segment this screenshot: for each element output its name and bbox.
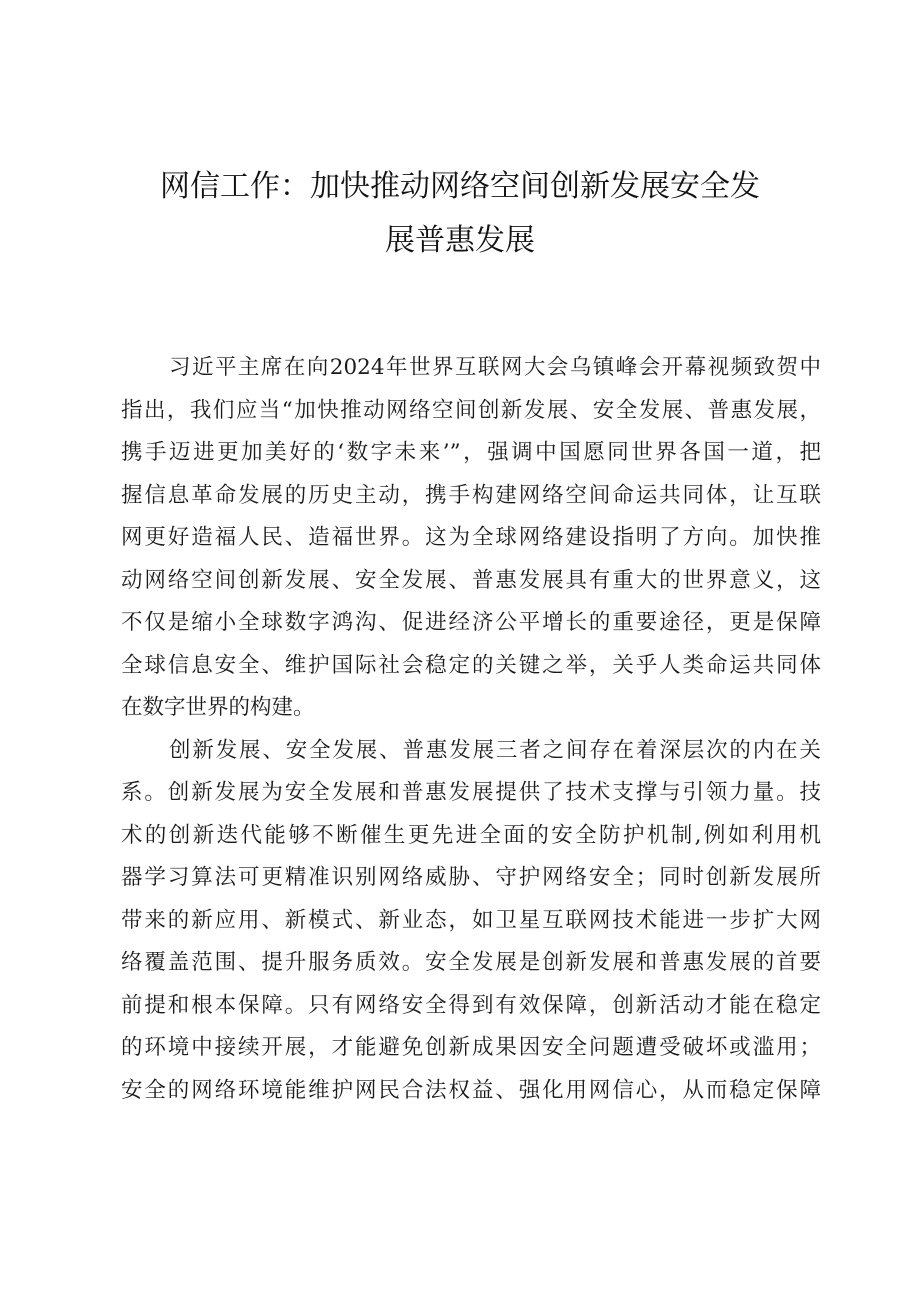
title-line-2: 展普惠发展 — [385, 223, 535, 258]
paragraph-line: 网更好造福人民、造福世界。这为全球网络建设指明了方向。加快推 — [121, 525, 821, 550]
paragraph-line: 安全的网络环境能维护网民合法权益、强化用网信心，从而稳定保障 — [121, 1077, 821, 1103]
paragraph-line: 前提和根本保障。只有网络安全得到有效保障，创新活动才能在稳定 — [121, 992, 821, 1018]
paragraph-line: 系。创新发展为安全发展和普惠发展提供了技术支撑与引领力量。技 — [121, 780, 821, 805]
paragraph-line: 带来的新应用、新模式、新业态，如卫星互联网技术能进一步扩大网 — [121, 907, 821, 933]
paragraph-1 — [121, 347, 821, 730]
paragraph-line: 握信息革命发展的历史主动，携手构建网络空间命运共同体，让互联 — [121, 482, 821, 508]
paragraph-line: 在数字世界的构建。 — [121, 695, 315, 720]
paragraph-2 — [121, 730, 821, 1113]
paragraph-line: 全球信息安全、维护国际社会稳定的关键之举，关乎人类命运共同体 — [121, 652, 821, 678]
paragraph-line: 指出，我们应当“加快推动网络空间创新发展、安全发展、普惠发展， — [121, 397, 821, 423]
paragraph-line: 习近平主席在向2024年世界互联网大会乌镇峰会开幕视频致贺中 — [169, 355, 821, 380]
title-line-1: 网信工作：加快推动网络空间创新发展安全发 — [160, 169, 760, 204]
paragraph-line: 术的创新迭代能够不断催生更先进全面的安全防护机制,例如利用机 — [121, 822, 821, 848]
paragraph-line: 络覆盖范围、提升服务质效。安全发展是创新发展和普惠发展的首要 — [121, 950, 821, 975]
document-body — [121, 347, 821, 1112]
paragraph-line: 动网络空间创新发展、安全发展、普惠发展具有重大的世界意义，这 — [121, 567, 821, 593]
paragraph-line: 不仅是缩小全球数字鸿沟、促进经济公平增长的重要途径，更是保障 — [121, 610, 821, 635]
paragraph-line: 器学习算法可更精准识别网络威胁、守护网络安全；同时创新发展所 — [121, 865, 821, 890]
paragraph-line: 携手迈进更加美好的‘数字未来’”，强调中国愿同世界各国一道，把 — [121, 440, 821, 465]
paragraph-line: 的环境中接续开展，才能避免创新成果因安全问题遭受破坏或滥用； — [121, 1035, 821, 1060]
document-title — [110, 160, 810, 268]
paragraph-line: 创新发展、安全发展、普惠发展三者之间存在着深层次的内在关 — [169, 737, 821, 763]
